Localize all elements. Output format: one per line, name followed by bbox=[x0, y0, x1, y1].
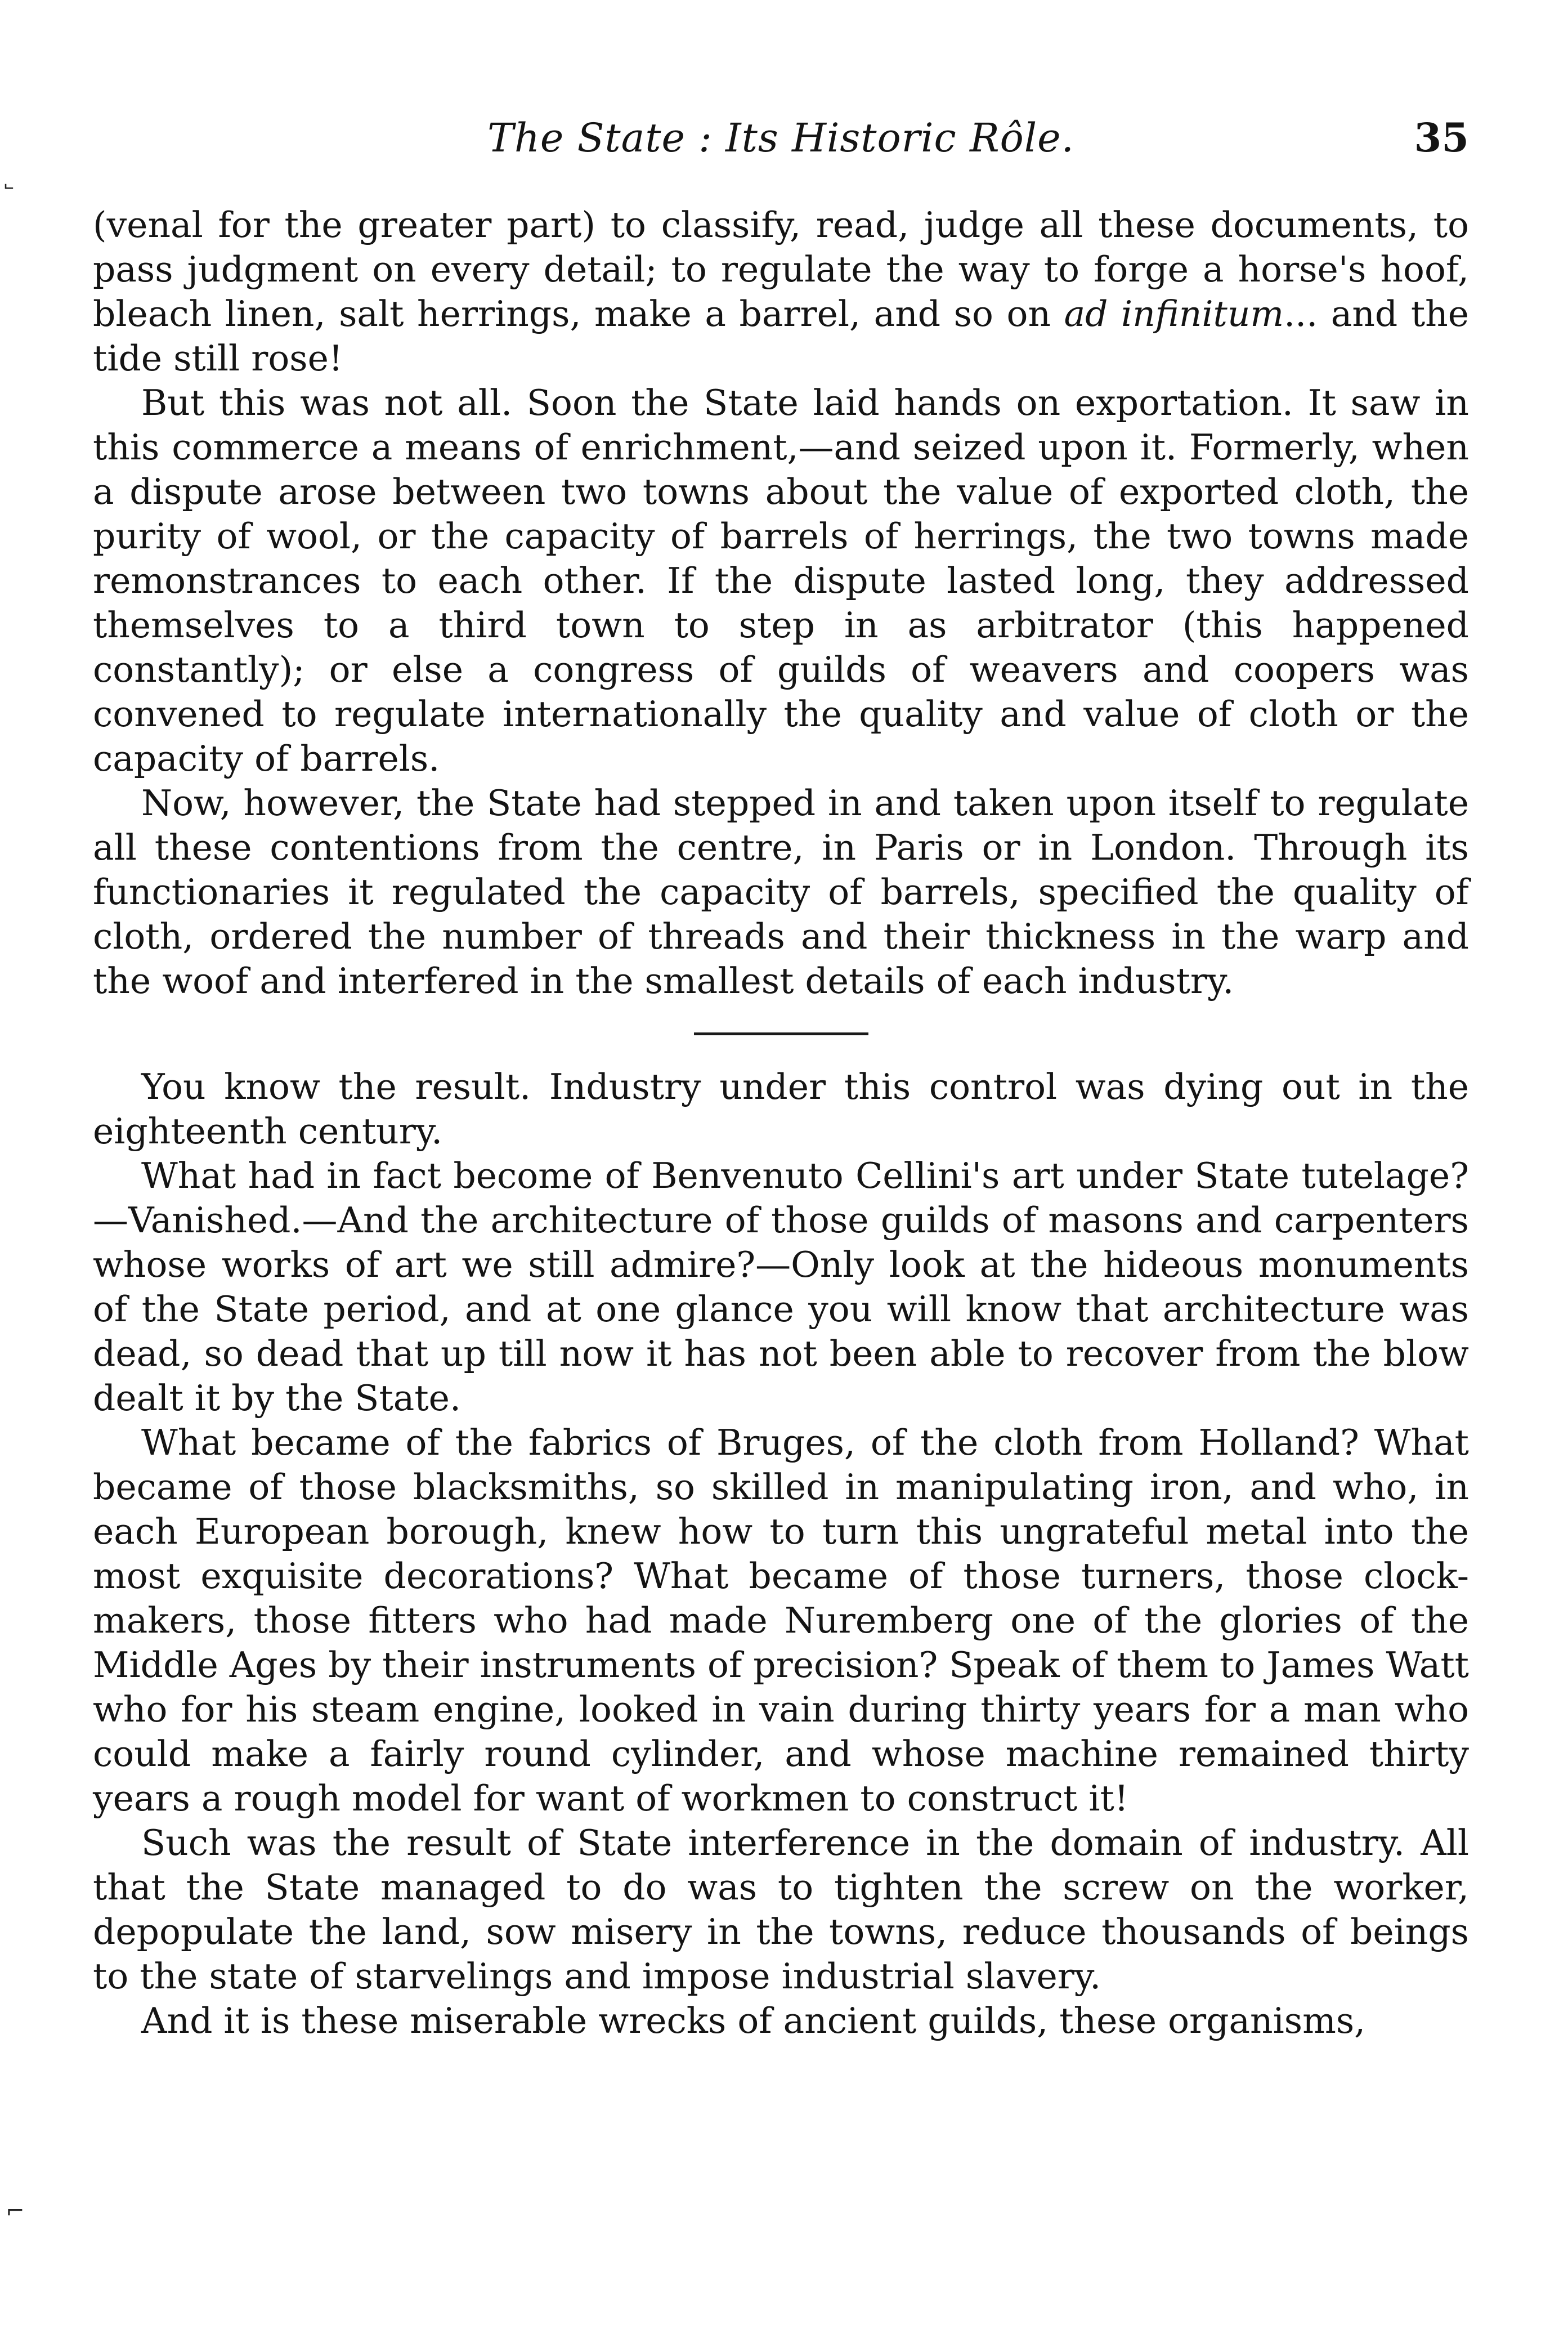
italic-phrase: ad infinitum bbox=[1064, 293, 1284, 334]
paragraph-3: Now, however, the State had stepped in and taken upon itself to regulate all these contentions from the centre, in Paris or in London. Through its functionaries it regulated the capacity of barrels, specified the quality of cloth, ordered the number of threads and their thickness in the warp and the woof and interfered in the smallest details of each industry. bbox=[93, 783, 1469, 1001]
paragraph-1-text: (venal for the greater part) to classify, read, judge all these documents, to pass judgment on every detail; to regulate the way to forge a horse's hoof, bleach linen, salt herrings, make a barrel, and so on bbox=[93, 204, 1469, 334]
section-divider bbox=[694, 1032, 868, 1035]
paragraph-5: What had in fact become of Benvenuto Cellini's art under State tutelage?—Vanished.—And the architecture of those guilds of masons and carpenters whose works of art we still admire?—Only look at the hideous monuments of the State period, and at one glance you will know that architecture was dead, so dead that up till now it has not been able to recover from the blow dealt it by the State. bbox=[93, 1155, 1469, 1419]
margin-speck-lower: ⌐ bbox=[6, 2198, 25, 2224]
paragraph-2: But this was not all. Soon the State laid hands on exportation. It saw in this commerce a means of enrichment,—and seized upon it. Formerly, when a dispute arose between two towns about the value of exported cloth, the purity of wool, or the capacity of barrels of herrings, the two towns made remonstrances to each other. If the dispute lasted long, they addressed themselves to a third town to step in as arbitrator (this happened constantly); or else a congress of guilds of weavers and coopers was convened to regulate internationally the quality and value of cloth or the capacity of barrels. bbox=[93, 382, 1469, 779]
paragraph-1 bbox=[93, 203, 1469, 381]
paragraph-7: Such was the result of State interference in the domain of industry. All that the State managed to do was to tighten the screw on the worker, depopulate the land, sow misery in the towns, reduce thousands of beings to the state of starvelings and impose industrial slavery. bbox=[93, 1822, 1469, 1997]
running-title: The State : Its Historic Rôle. bbox=[487, 115, 1074, 161]
book-page bbox=[93, 107, 1469, 2043]
paragraph-1-ending: ... and the tide still rose! bbox=[93, 293, 1470, 379]
paragraph-6: What became of the fabrics of Bruges, of the cloth from Holland? What became of those blacksmiths, so skilled in manipulating iron, and who, in each European borough, knew how to turn this ungrateful metal into the most exquisite decorations? What became of those turners, those clock-makers, those fitters who had made Nuremberg one of the glories of the Middle Ages by their instruments of precision? Speak of them to James Watt who for his steam engine, looked in vain during thirty years for a man who could make a fairly round cylinder, and whose machine remained thirty years a rough model for want of workmen to construct it! bbox=[93, 1422, 1469, 1819]
margin-speck: ˾ bbox=[5, 164, 14, 190]
paragraph-4: You know the result. Industry under this control was dying out in the eighteenth century. bbox=[93, 1066, 1469, 1152]
page-number: 35 bbox=[1414, 114, 1469, 161]
page-header bbox=[93, 107, 1469, 169]
paragraph-8: And it is these miserable wrecks of ancient guilds, these organisms, bbox=[141, 2000, 1366, 2041]
